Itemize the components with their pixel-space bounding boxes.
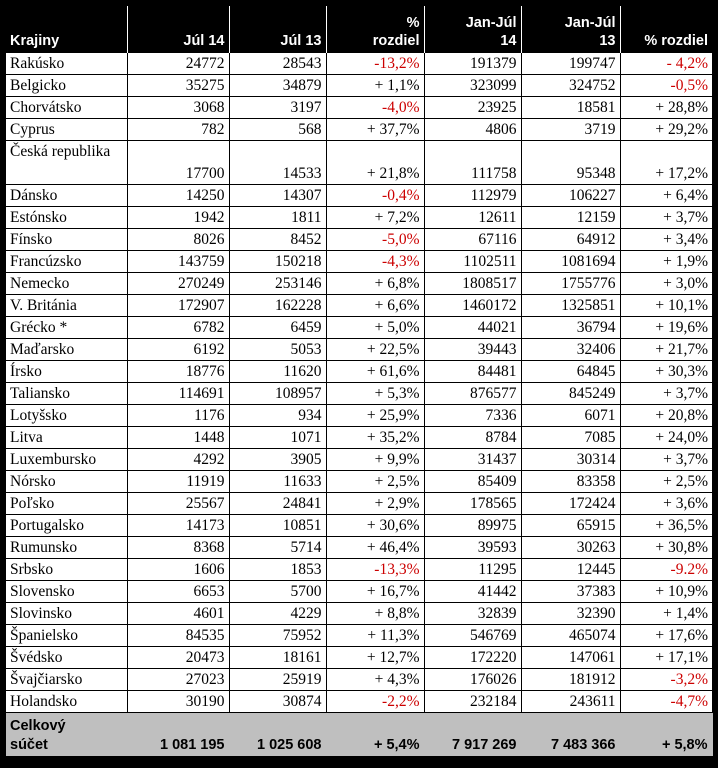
country-statistics-table bbox=[6, 6, 713, 758]
cell-janjul14: 1460172 bbox=[424, 295, 521, 317]
cell-pct: -13,3% bbox=[326, 559, 424, 581]
cell-jul14: 1448 bbox=[127, 427, 229, 449]
cell-pct2: + 28,8% bbox=[620, 97, 712, 119]
cell-jul14: 1942 bbox=[127, 207, 229, 229]
table-row bbox=[6, 405, 712, 427]
cell-jul13: 1071 bbox=[229, 427, 326, 449]
cell-janjul13: 12445 bbox=[521, 559, 620, 581]
cell-pct: + 5,0% bbox=[326, 317, 424, 339]
cell-jul14: 1176 bbox=[127, 405, 229, 427]
table-row bbox=[6, 97, 712, 119]
cell-janjul13: 95348 bbox=[521, 141, 620, 185]
cell-jul13: 11633 bbox=[229, 471, 326, 493]
cell-janjul14: 323099 bbox=[424, 75, 521, 97]
cell-janjul14: 32839 bbox=[424, 603, 521, 625]
table-row bbox=[6, 229, 712, 251]
table-row bbox=[6, 427, 712, 449]
table-row bbox=[6, 207, 712, 229]
cell-pct: -5,0% bbox=[326, 229, 424, 251]
total-pct2: + 5,8% bbox=[620, 713, 712, 759]
cell-country: Fínsko bbox=[6, 229, 127, 251]
cell-janjul14: 546769 bbox=[424, 625, 521, 647]
cell-janjul14: 44021 bbox=[424, 317, 521, 339]
table-body bbox=[6, 53, 712, 713]
cell-pct: + 2,5% bbox=[326, 471, 424, 493]
cell-janjul14: 876577 bbox=[424, 383, 521, 405]
cell-janjul13: 65915 bbox=[521, 515, 620, 537]
cell-jul13: 30874 bbox=[229, 691, 326, 713]
cell-pct: + 9,9% bbox=[326, 449, 424, 471]
cell-pct: + 16,7% bbox=[326, 581, 424, 603]
cell-jul14: 1606 bbox=[127, 559, 229, 581]
cell-janjul13: 7085 bbox=[521, 427, 620, 449]
total-pct: + 5,4% bbox=[326, 713, 424, 759]
cell-jul13: 75952 bbox=[229, 625, 326, 647]
cell-janjul13: 30263 bbox=[521, 537, 620, 559]
table-row bbox=[6, 537, 712, 559]
cell-janjul14: 1808517 bbox=[424, 273, 521, 295]
cell-pct2: + 30,8% bbox=[620, 537, 712, 559]
cell-jul13: 150218 bbox=[229, 251, 326, 273]
cell-jul14: 20473 bbox=[127, 647, 229, 669]
header-jul13: Júl 13 bbox=[229, 6, 326, 53]
table-row bbox=[6, 75, 712, 97]
cell-country: Belgicko bbox=[6, 75, 127, 97]
cell-janjul13: 18581 bbox=[521, 97, 620, 119]
cell-pct2: + 17,6% bbox=[620, 625, 712, 647]
cell-pct: -4,3% bbox=[326, 251, 424, 273]
header-janjul14-line1: Jan-Júl bbox=[465, 15, 517, 31]
header-janjul13-line1: Jan-Júl bbox=[564, 15, 616, 31]
cell-janjul14: 39443 bbox=[424, 339, 521, 361]
table-row bbox=[6, 295, 712, 317]
cell-janjul14: 39593 bbox=[424, 537, 521, 559]
cell-pct: + 11,3% bbox=[326, 625, 424, 647]
cell-pct: + 35,2% bbox=[326, 427, 424, 449]
cell-pct2: + 2,5% bbox=[620, 471, 712, 493]
cell-janjul14: 67116 bbox=[424, 229, 521, 251]
cell-pct: + 4,3% bbox=[326, 669, 424, 691]
cell-janjul13: 845249 bbox=[521, 383, 620, 405]
cell-jul14: 14173 bbox=[127, 515, 229, 537]
cell-pct2: + 36,5% bbox=[620, 515, 712, 537]
cell-jul13: 253146 bbox=[229, 273, 326, 295]
cell-country: Maďarsko bbox=[6, 339, 127, 361]
cell-janjul14: 31437 bbox=[424, 449, 521, 471]
cell-janjul14: 89975 bbox=[424, 515, 521, 537]
table-row bbox=[6, 317, 712, 339]
cell-jul14: 270249 bbox=[127, 273, 229, 295]
table-row bbox=[6, 691, 712, 713]
cell-jul13: 3197 bbox=[229, 97, 326, 119]
cell-country: Portugalsko bbox=[6, 515, 127, 537]
cell-janjul14: 111758 bbox=[424, 141, 521, 185]
header-janjul13 bbox=[521, 6, 620, 53]
cell-janjul14: 176026 bbox=[424, 669, 521, 691]
header-pct-line1: % bbox=[406, 15, 420, 31]
cell-janjul13: 64912 bbox=[521, 229, 620, 251]
header-janjul14-line2: 14 bbox=[500, 33, 517, 49]
cell-pct2: + 1,4% bbox=[620, 603, 712, 625]
table-row bbox=[6, 603, 712, 625]
cell-jul13: 3905 bbox=[229, 449, 326, 471]
cell-jul14: 14250 bbox=[127, 185, 229, 207]
cell-pct2: + 6,4% bbox=[620, 185, 712, 207]
cell-country: Srbsko bbox=[6, 559, 127, 581]
cell-janjul14: 23925 bbox=[424, 97, 521, 119]
cell-pct: + 21,8% bbox=[326, 141, 424, 185]
cell-janjul14: 11295 bbox=[424, 559, 521, 581]
cell-pct: + 37,7% bbox=[326, 119, 424, 141]
cell-pct2: + 21,7% bbox=[620, 339, 712, 361]
table-row bbox=[6, 119, 712, 141]
cell-janjul13: 83358 bbox=[521, 471, 620, 493]
cell-country: Česká republika bbox=[6, 141, 127, 185]
cell-country: Švajčiarsko bbox=[6, 669, 127, 691]
cell-jul13: 108957 bbox=[229, 383, 326, 405]
table-row bbox=[6, 493, 712, 515]
cell-janjul14: 178565 bbox=[424, 493, 521, 515]
cell-country: Lotyšsko bbox=[6, 405, 127, 427]
cell-jul13: 14533 bbox=[229, 141, 326, 185]
cell-country: Slovensko bbox=[6, 581, 127, 603]
cell-janjul13: 32390 bbox=[521, 603, 620, 625]
cell-pct2: + 17,2% bbox=[620, 141, 712, 185]
cell-janjul13: 172424 bbox=[521, 493, 620, 515]
cell-pct2: + 1,9% bbox=[620, 251, 712, 273]
header-pct2: % rozdiel bbox=[620, 6, 712, 53]
cell-jul13: 28543 bbox=[229, 53, 326, 75]
cell-janjul13: 1755776 bbox=[521, 273, 620, 295]
cell-jul13: 25919 bbox=[229, 669, 326, 691]
cell-pct2: + 24,0% bbox=[620, 427, 712, 449]
cell-pct: + 1,1% bbox=[326, 75, 424, 97]
cell-jul13: 8452 bbox=[229, 229, 326, 251]
cell-country: Litva bbox=[6, 427, 127, 449]
cell-janjul13: 243611 bbox=[521, 691, 620, 713]
cell-jul14: 114691 bbox=[127, 383, 229, 405]
header-pct bbox=[326, 6, 424, 53]
cell-country: Cyprus bbox=[6, 119, 127, 141]
table-row bbox=[6, 669, 712, 691]
cell-country: Španielsko bbox=[6, 625, 127, 647]
cell-janjul13: 1325851 bbox=[521, 295, 620, 317]
cell-janjul13: 64845 bbox=[521, 361, 620, 383]
cell-pct2: -0,5% bbox=[620, 75, 712, 97]
total-label-line2: súčet bbox=[10, 737, 48, 753]
cell-country: Dánsko bbox=[6, 185, 127, 207]
cell-pct: + 8,8% bbox=[326, 603, 424, 625]
cell-jul14: 27023 bbox=[127, 669, 229, 691]
cell-country: Nórsko bbox=[6, 471, 127, 493]
cell-janjul13: 32406 bbox=[521, 339, 620, 361]
cell-jul13: 1811 bbox=[229, 207, 326, 229]
cell-janjul14: 172220 bbox=[424, 647, 521, 669]
header-janjul13-line2: 13 bbox=[599, 33, 616, 49]
cell-jul14: 8026 bbox=[127, 229, 229, 251]
cell-jul14: 30190 bbox=[127, 691, 229, 713]
cell-jul14: 84535 bbox=[127, 625, 229, 647]
cell-pct2: + 17,1% bbox=[620, 647, 712, 669]
cell-pct: + 25,9% bbox=[326, 405, 424, 427]
cell-jul13: 4229 bbox=[229, 603, 326, 625]
cell-country: Francúzsko bbox=[6, 251, 127, 273]
cell-country: Taliansko bbox=[6, 383, 127, 405]
cell-pct2: + 3,4% bbox=[620, 229, 712, 251]
cell-janjul13: 181912 bbox=[521, 669, 620, 691]
cell-jul13: 18161 bbox=[229, 647, 326, 669]
table-row bbox=[6, 185, 712, 207]
total-label bbox=[6, 713, 127, 759]
cell-jul14: 11919 bbox=[127, 471, 229, 493]
cell-jul13: 11620 bbox=[229, 361, 326, 383]
bottom-border bbox=[6, 756, 718, 762]
cell-pct2: + 3,7% bbox=[620, 449, 712, 471]
total-jul13: 1 025 608 bbox=[229, 713, 326, 759]
cell-jul14: 18776 bbox=[127, 361, 229, 383]
cell-pct2: + 10,1% bbox=[620, 295, 712, 317]
header-row bbox=[6, 6, 712, 53]
cell-jul13: 6459 bbox=[229, 317, 326, 339]
table-row bbox=[6, 361, 712, 383]
cell-jul14: 782 bbox=[127, 119, 229, 141]
cell-jul13: 5053 bbox=[229, 339, 326, 361]
cell-janjul13: 147061 bbox=[521, 647, 620, 669]
cell-janjul13: 30314 bbox=[521, 449, 620, 471]
cell-pct2: -3,2% bbox=[620, 669, 712, 691]
cell-pct2: + 29,2% bbox=[620, 119, 712, 141]
header-pct-line2: rozdiel bbox=[372, 33, 420, 49]
cell-pct: -13,2% bbox=[326, 53, 424, 75]
cell-country: V. Británia bbox=[6, 295, 127, 317]
cell-pct2: + 20,8% bbox=[620, 405, 712, 427]
cell-jul14: 6782 bbox=[127, 317, 229, 339]
table-row bbox=[6, 251, 712, 273]
cell-jul13: 34879 bbox=[229, 75, 326, 97]
table-row bbox=[6, 625, 712, 647]
cell-pct: -0,4% bbox=[326, 185, 424, 207]
cell-janjul14: 7336 bbox=[424, 405, 521, 427]
cell-janjul13: 3719 bbox=[521, 119, 620, 141]
cell-janjul14: 8784 bbox=[424, 427, 521, 449]
cell-jul14: 17700 bbox=[127, 141, 229, 185]
cell-janjul14: 12611 bbox=[424, 207, 521, 229]
table-row bbox=[6, 559, 712, 581]
cell-country: Estónsko bbox=[6, 207, 127, 229]
cell-pct2: + 3,0% bbox=[620, 273, 712, 295]
cell-jul14: 143759 bbox=[127, 251, 229, 273]
cell-jul13: 5714 bbox=[229, 537, 326, 559]
cell-janjul13: 324752 bbox=[521, 75, 620, 97]
cell-jul13: 1853 bbox=[229, 559, 326, 581]
total-label-line1: Celkový bbox=[10, 718, 66, 734]
cell-janjul14: 4806 bbox=[424, 119, 521, 141]
cell-pct: + 5,3% bbox=[326, 383, 424, 405]
cell-pct2: + 3,6% bbox=[620, 493, 712, 515]
cell-jul14: 8368 bbox=[127, 537, 229, 559]
cell-pct: + 7,2% bbox=[326, 207, 424, 229]
cell-jul13: 14307 bbox=[229, 185, 326, 207]
total-janjul13: 7 483 366 bbox=[521, 713, 620, 759]
table-row bbox=[6, 383, 712, 405]
table-row bbox=[6, 339, 712, 361]
table-row bbox=[6, 449, 712, 471]
cell-janjul13: 12159 bbox=[521, 207, 620, 229]
cell-janjul13: 37383 bbox=[521, 581, 620, 603]
cell-pct2: + 30,3% bbox=[620, 361, 712, 383]
cell-pct2: + 3,7% bbox=[620, 383, 712, 405]
table-row bbox=[6, 273, 712, 295]
cell-country: Švédsko bbox=[6, 647, 127, 669]
cell-jul14: 25567 bbox=[127, 493, 229, 515]
cell-country: Holandsko bbox=[6, 691, 127, 713]
cell-jul13: 10851 bbox=[229, 515, 326, 537]
cell-janjul13: 465074 bbox=[521, 625, 620, 647]
cell-pct2: + 3,7% bbox=[620, 207, 712, 229]
cell-country: Poľsko bbox=[6, 493, 127, 515]
table-row bbox=[6, 515, 712, 537]
table-row bbox=[6, 581, 712, 603]
cell-jul14: 3068 bbox=[127, 97, 229, 119]
cell-pct: + 12,7% bbox=[326, 647, 424, 669]
cell-jul14: 6653 bbox=[127, 581, 229, 603]
cell-pct: + 22,5% bbox=[326, 339, 424, 361]
header-jul14: Júl 14 bbox=[127, 6, 229, 53]
cell-pct2: + 19,6% bbox=[620, 317, 712, 339]
cell-janjul14: 84481 bbox=[424, 361, 521, 383]
total-janjul14: 7 917 269 bbox=[424, 713, 521, 759]
cell-pct: + 6,6% bbox=[326, 295, 424, 317]
cell-pct2: -4,7% bbox=[620, 691, 712, 713]
cell-janjul14: 191379 bbox=[424, 53, 521, 75]
cell-pct: -4,0% bbox=[326, 97, 424, 119]
table-row bbox=[6, 647, 712, 669]
cell-country: Rakúsko bbox=[6, 53, 127, 75]
cell-janjul14: 85409 bbox=[424, 471, 521, 493]
cell-pct: + 6,8% bbox=[326, 273, 424, 295]
cell-jul14: 4601 bbox=[127, 603, 229, 625]
cell-jul13: 24841 bbox=[229, 493, 326, 515]
cell-pct: + 61,6% bbox=[326, 361, 424, 383]
cell-jul14: 172907 bbox=[127, 295, 229, 317]
cell-jul13: 162228 bbox=[229, 295, 326, 317]
header-country: Krajiny bbox=[6, 6, 127, 53]
cell-country: Írsko bbox=[6, 361, 127, 383]
cell-country: Nemecko bbox=[6, 273, 127, 295]
cell-country: Grécko * bbox=[6, 317, 127, 339]
cell-country: Luxembursko bbox=[6, 449, 127, 471]
cell-pct2: -9.2% bbox=[620, 559, 712, 581]
total-row bbox=[6, 713, 712, 759]
cell-jul13: 568 bbox=[229, 119, 326, 141]
cell-pct: + 30,6% bbox=[326, 515, 424, 537]
cell-pct: + 2,9% bbox=[326, 493, 424, 515]
cell-country: Slovinsko bbox=[6, 603, 127, 625]
cell-jul14: 4292 bbox=[127, 449, 229, 471]
cell-pct: + 46,4% bbox=[326, 537, 424, 559]
cell-janjul13: 1081694 bbox=[521, 251, 620, 273]
cell-janjul14: 112979 bbox=[424, 185, 521, 207]
table-row bbox=[6, 53, 712, 75]
cell-jul14: 24772 bbox=[127, 53, 229, 75]
cell-janjul13: 36794 bbox=[521, 317, 620, 339]
cell-janjul14: 232184 bbox=[424, 691, 521, 713]
cell-pct2: - 4,2% bbox=[620, 53, 712, 75]
cell-janjul13: 6071 bbox=[521, 405, 620, 427]
cell-pct2: + 10,9% bbox=[620, 581, 712, 603]
cell-jul13: 934 bbox=[229, 405, 326, 427]
header-janjul14 bbox=[424, 6, 521, 53]
cell-jul13: 5700 bbox=[229, 581, 326, 603]
cell-country: Rumunsko bbox=[6, 537, 127, 559]
cell-janjul13: 199747 bbox=[521, 53, 620, 75]
cell-jul14: 35275 bbox=[127, 75, 229, 97]
total-jul14: 1 081 195 bbox=[127, 713, 229, 759]
table-row bbox=[6, 141, 712, 185]
cell-janjul14: 1102511 bbox=[424, 251, 521, 273]
cell-janjul14: 41442 bbox=[424, 581, 521, 603]
cell-jul14: 6192 bbox=[127, 339, 229, 361]
table-row bbox=[6, 471, 712, 493]
cell-country: Chorvátsko bbox=[6, 97, 127, 119]
cell-janjul13: 106227 bbox=[521, 185, 620, 207]
cell-pct: -2,2% bbox=[326, 691, 424, 713]
